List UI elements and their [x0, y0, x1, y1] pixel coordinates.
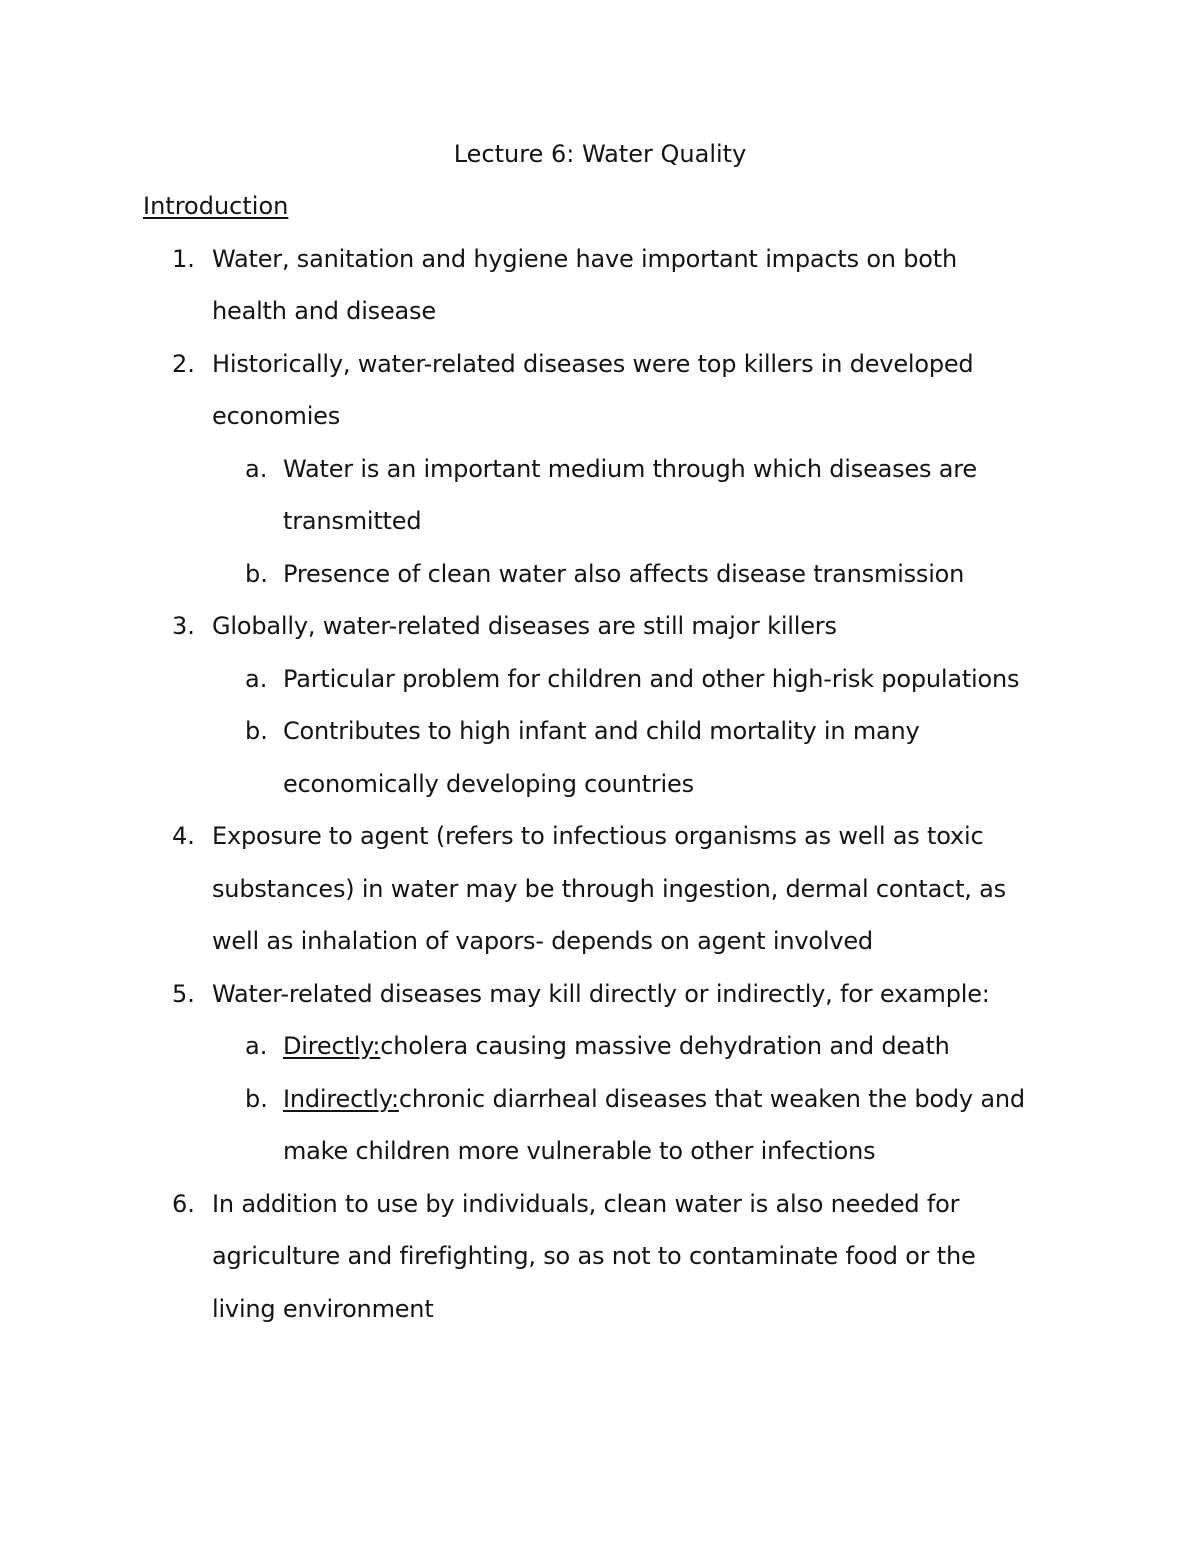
subitem-text-line: Contributes to high infant and child mortality in many	[283, 717, 920, 745]
item-text-line: agriculture and firefighting, so as not to contaminate food or the	[212, 1242, 976, 1270]
item-number: 4.	[172, 822, 195, 850]
subitem-text-line: Particular problem for children and other high-risk populations	[283, 665, 1020, 693]
item-text-line: economies	[212, 402, 341, 430]
subitem-text: cholera causing massive dehydration and death	[380, 1032, 950, 1060]
item-text-line: Globally, water-related diseases are still major killers	[212, 612, 837, 640]
subitem-text-line: Presence of clean water also affects disease transmission	[283, 560, 965, 588]
item-text-line: Water-related diseases may kill directly or indirectly, for example:	[212, 980, 990, 1008]
item-number: 6.	[172, 1190, 195, 1218]
item-text-line: Exposure to agent (refers to infectious organisms as well as toxic	[212, 822, 984, 850]
item-text-line: well as inhalation of vapors- depends on agent involved	[212, 927, 873, 955]
subitem-letter: a.	[245, 1032, 268, 1060]
subitem-text-line	[283, 1028, 950, 1064]
subitem-text: chronic diarrheal diseases that weaken the body and	[398, 1085, 1025, 1113]
subitem-letter: a.	[245, 455, 268, 483]
subitem-letter: b.	[245, 560, 268, 588]
item-text-line: substances) in water may be through ingestion, dermal contact, as	[212, 875, 1006, 903]
section-heading: Introduction	[143, 192, 289, 220]
subitem-letter: b.	[245, 717, 268, 745]
subitem-text-line: economically developing countries	[283, 770, 694, 798]
subitem-text-line: transmitted	[283, 507, 422, 535]
item-number: 3.	[172, 612, 195, 640]
subitem-letter: a.	[245, 665, 268, 693]
item-number: 1.	[172, 245, 195, 273]
item-text-line: Water, sanitation and hygiene have important impacts on both	[212, 245, 957, 273]
document-title: Lecture 6: Water Quality	[453, 140, 747, 168]
subitem-label: Indirectly:	[283, 1085, 399, 1113]
subitem-text-line: Water is an important medium through which diseases are	[283, 455, 977, 483]
item-text-line: Historically, water-related diseases were top killers in developed	[212, 350, 974, 378]
item-text-line: health and disease	[212, 297, 436, 325]
subitem-letter: b.	[245, 1085, 268, 1113]
item-number: 2.	[172, 350, 195, 378]
item-text-line: living environment	[212, 1295, 434, 1323]
item-number: 5.	[172, 980, 195, 1008]
subitem-text-line: make children more vulnerable to other infections	[283, 1137, 876, 1165]
item-text-line: In addition to use by individuals, clean water is also needed for	[212, 1190, 960, 1218]
subitem-label: Directly:	[283, 1032, 381, 1060]
subitem-text-line	[283, 1081, 1025, 1117]
